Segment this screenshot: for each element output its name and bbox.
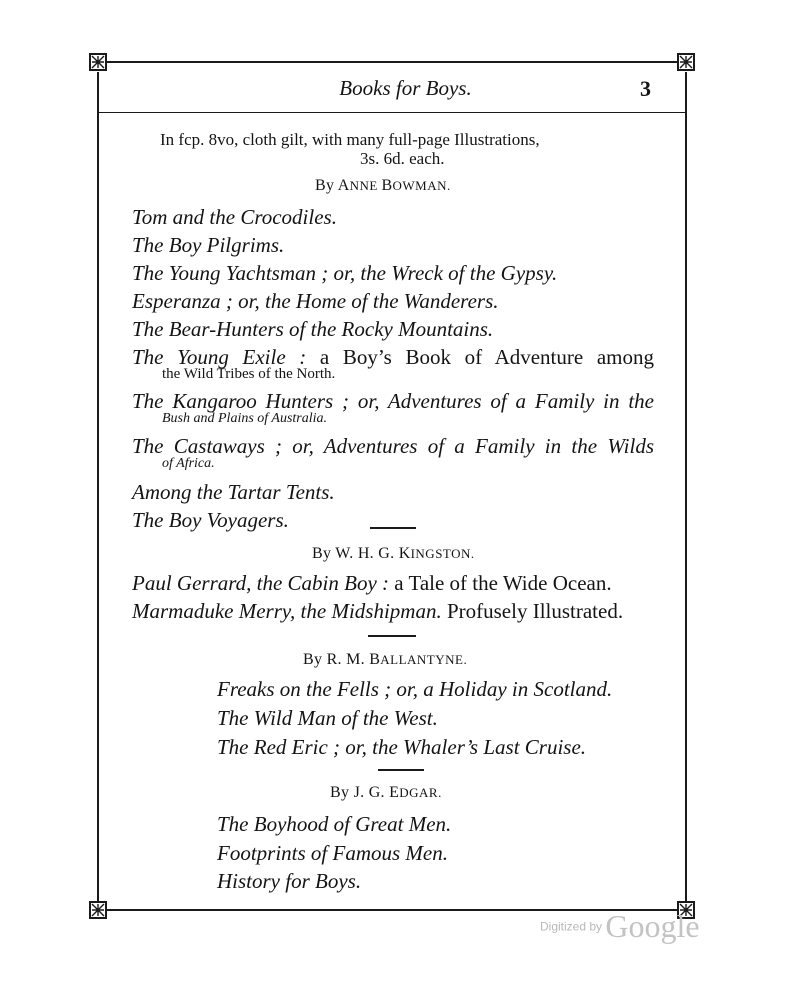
book-title: Tom and the Crocodiles. <box>132 205 337 229</box>
page-number: 3 <box>640 76 651 101</box>
book-title: The Boy Pilgrims. <box>132 233 285 257</box>
book-entry-continuation: the Wild Tribes of the North. <box>162 366 336 382</box>
byline-ballantyne: By R. M. BALLANTYNE. <box>303 651 468 668</box>
byline-anne-bowman: By ANNE BOWMAN. <box>315 177 451 194</box>
book-title: The Red Eric ; or, the Whaler’s Last Cruise. <box>217 735 587 759</box>
book-title: The Boy Voyagers. <box>132 508 289 532</box>
section-divider <box>378 769 424 771</box>
frame-top-line <box>106 61 678 63</box>
book-title: Footprints of Famous Men. <box>217 841 448 865</box>
section-divider <box>368 635 416 637</box>
book-title: Among the Tartar Tents. <box>132 480 335 504</box>
frame-right-line <box>685 72 687 902</box>
byline-edgar: By J. G. EDGAR. <box>330 784 442 801</box>
corner-ornament-icon <box>677 53 695 71</box>
book-entry-marmaduke-merry: Marmaduke Merry, the Midshipman. Profusely Illustrated. <box>132 599 624 623</box>
frame-left-line <box>97 72 99 902</box>
book-entry-paul-gerrard: Paul Gerrard, the Cabin Boy : a Tale of the Wide Ocean. <box>132 571 612 595</box>
corner-ornament-icon <box>89 53 107 71</box>
google-watermark: Digitized by Google <box>540 908 700 944</box>
intro-line-2: 3s. 6d. each. <box>360 149 445 168</box>
section-divider <box>370 527 416 529</box>
book-title: Esperanza ; or, the Home of the Wanderers. <box>132 289 499 313</box>
corner-ornament-icon <box>89 901 107 919</box>
byline-kingston: By W. H. G. KINGSTON. <box>312 545 475 562</box>
book-title: The Bear-Hunters of the Rocky Mountains. <box>132 317 494 341</box>
book-entry-continuation: Bush and Plains of Australia. <box>162 411 328 426</box>
book-title: The Wild Man of the West. <box>217 706 438 730</box>
intro-line-1: In fcp. 8vo, cloth gilt, with many full-page Illustrations, <box>160 130 540 149</box>
book-title: Freaks on the Fells ; or, a Holiday in Scotland. <box>217 677 613 701</box>
book-entry-continuation: of Africa. <box>162 456 215 471</box>
book-entry-young-exile: The Young Exile : a Boy’s Book of Adventure among <box>132 345 654 369</box>
book-entry-castaways: The Castaways ; or, Adventures of a Family in the Wilds <box>132 434 654 458</box>
book-entry-kangaroo-hunters: The Kangaroo Hunters ; or, Adventures of a Family in the <box>132 389 654 413</box>
book-title: History for Boys. <box>217 869 362 893</box>
running-title: Books for Boys. <box>339 76 472 100</box>
header-rule <box>99 112 686 113</box>
book-title: The Young Yachtsman ; or, the Wreck of the Gypsy. <box>132 261 558 285</box>
book-title: The Boyhood of Great Men. <box>217 812 452 836</box>
